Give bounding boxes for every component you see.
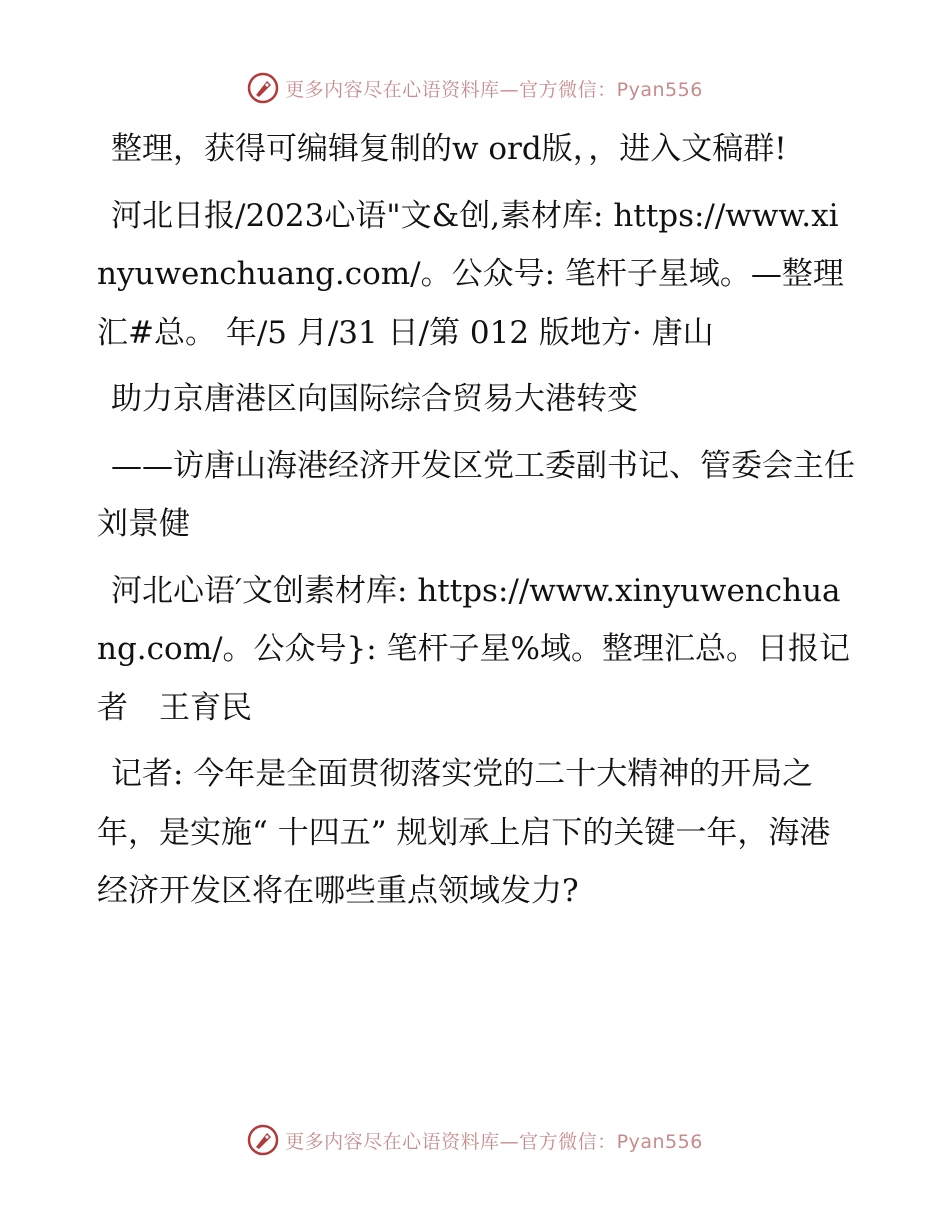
paragraph-source: 河北日报/2023心语"文&创,素材库: https://www.xinyuwenchuang.com/。公众号: 笔杆子星域。—整理汇#总。 年/5 月/31 日/第 012 版地方· 唐山 [97,197,844,351]
paragraph-intro: 整理，获得可编辑复制的w ord版，，进入文稿群! [111,131,787,167]
watermark-text: 更多内容尽在心语资料库—官方微信：Pyan556 [285,1130,703,1153]
document-body [97,120,857,929]
paragraph-byline: 河北心语′文创素材库: https://www.xinyuwenchuang.com/。公众号}: 笔杆子星%域。整理汇总。日报记者 王育民 [97,572,851,726]
pen-nib-icon [247,1124,279,1156]
paragraph-question: 记者: 今年是全面贯彻落实党的二十大精神的开局之年，是实施“ 十四五” 规划承上启下的关键一年，海港经济开发区将在哪些重点领域发力? [97,756,831,909]
article-subtitle: ——访唐山海港经济开发区党工委副书记、管委会主任刘景健 [97,447,855,542]
watermark-text: 更多内容尽在心语资料库—官方微信：Pyan556 [285,78,703,101]
pen-nib-icon [247,72,279,104]
footer-watermark [0,1122,950,1158]
header-watermark [0,70,950,106]
article-title: 助力京唐港区向国际综合贸易大港转变 [111,381,638,417]
